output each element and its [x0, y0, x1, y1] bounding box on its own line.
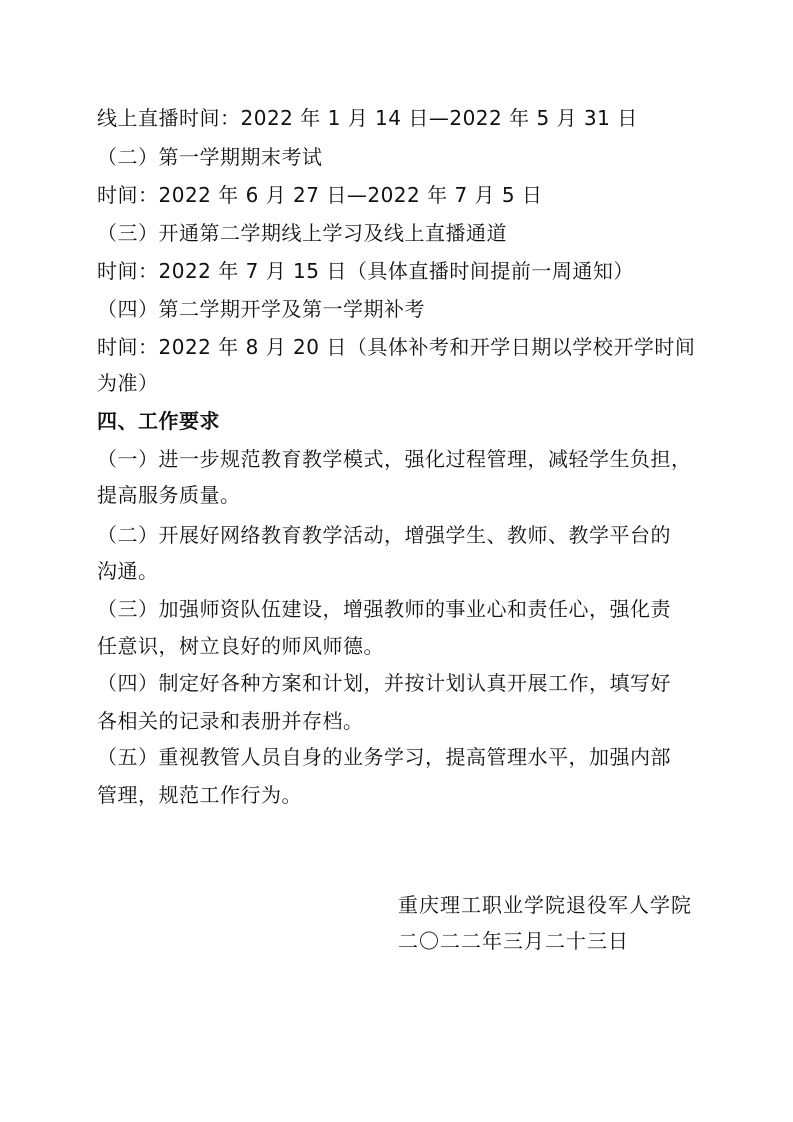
section-heading-final-exam: （二）第一学期期末考试 [97, 145, 323, 169]
requirement-5: （五）重视教管人员自身的业务学习，提高管理水平，加强内部 [97, 745, 671, 769]
requirement-1-cont: 提高服务质量。 [97, 483, 241, 507]
requirement-1: （一）进一步规范教育教学模式，强化过程管理，减轻学生负担， [97, 447, 692, 471]
requirement-4: （四）制定好各种方案和计划，并按计划认真开展工作，填写好 [97, 671, 671, 695]
requirement-5-cont: 管理，规范工作行为。 [97, 783, 302, 807]
section-heading-online-channel: （三）开通第二学期线上学习及线上直播通道 [97, 221, 507, 245]
requirement-3: （三）加强师资队伍建设，增强教师的事业心和责任心，强化责 [97, 597, 671, 621]
requirement-2-cont: 沟通。 [97, 559, 159, 583]
final-exam-time: 时间：2022 年 6 月 27 日—2022 年 7 月 5 日 [97, 183, 543, 207]
requirement-3-cont: 任意识，树立良好的师风师德。 [97, 634, 384, 658]
work-requirements-heading: 四、工作要求 [97, 409, 220, 433]
section-heading-semester-start: （四）第二学期开学及第一学期补考 [97, 297, 425, 321]
signature-date: 二〇二二年三月二十三日 [398, 929, 629, 953]
requirement-2: （二）开展好网络教育教学活动，增强学生、教师、教学平台的 [97, 523, 671, 547]
requirement-4-cont: 各相关的记录和表册并存档。 [97, 709, 364, 733]
signature-organization: 重庆理工职业学院退役军人学院 [398, 893, 692, 917]
semester-start-time: 时间：2022 年 8 月 20 日（具体补考和开学日期以学校开学时间 [97, 335, 696, 359]
live-broadcast-period: 线上直播时间：2022 年 1 月 14 日—2022 年 5 月 31 日 [97, 106, 638, 130]
online-channel-time: 时间：2022 年 7 月 15 日（具体直播时间提前一周通知） [97, 259, 634, 283]
semester-start-time-cont: 为准） [97, 371, 159, 395]
